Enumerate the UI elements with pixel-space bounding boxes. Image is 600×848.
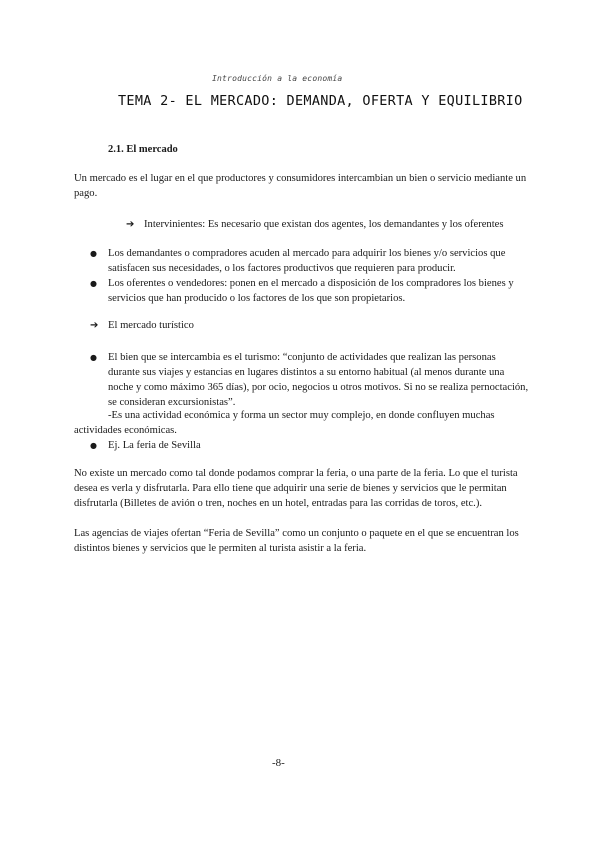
mercado-turistico-text: El mercado turístico: [108, 320, 194, 331]
intervinientes-text: Intervinientes: Es necesario que existan dos agentes, los demandantes y los oferentes: [144, 219, 504, 230]
arrow-right-icon: ➔: [126, 219, 135, 230]
bullet-text: El bien que se intercambia es el turismo: “conjunto de actividades que realizan las personas durante sus viajes y estancias en lugares distintos a su entorno habitual (al menos durante una noche y como máximo 365 días), por ocio, negocios u otros motivos. Si no se realiza pernoctación, se consideran excursionistas”.: [108, 352, 529, 408]
list-item: [90, 276, 530, 306]
section-heading: 2.1. El mercado: [108, 144, 178, 155]
bullet-text: Los oferentes o vendedores: ponen en el mercado a disposición de los compradores los bienes y servicios que han producido o los factores de los que son propietarios.: [108, 278, 514, 304]
closing-paragraph-2: Las agencias de viajes ofertan “Feria de Sevilla” como un conjunto o paquete en el que se encuentran los distintos bienes y servicios que le permiten al turista asistir a la feria.: [74, 528, 519, 554]
header-kicker: Introducción a la economía: [212, 74, 343, 83]
actividad-paragraph: -Es una actividad económica y forma un sector muy complejo, en donde confluyen muchas actividades económicas.: [74, 410, 495, 436]
page-number: -8-: [272, 757, 285, 769]
intervinientes-line: [126, 217, 546, 232]
page-title: TEMA 2- EL MERCADO: DEMANDA, OFERTA Y EQUILIBRIO: [118, 93, 523, 109]
bullet-dot-icon: ●: [90, 279, 97, 288]
bullet-dot-icon: ●: [90, 441, 97, 450]
intro-paragraph: Un mercado es el lugar en el que productores y consumidores intercambian un bien o servicio mediante un pago.: [74, 173, 527, 199]
list-item: [90, 246, 530, 276]
list-item: [90, 438, 530, 453]
mercado-turistico-line: [90, 318, 390, 333]
arrow-right-icon: ➔: [90, 320, 99, 331]
list-item: [90, 350, 530, 410]
bullet-dot-icon: ●: [90, 353, 97, 362]
bullet-dot-icon: ●: [90, 249, 97, 258]
bullet-text: Ej. La feria de Sevilla: [108, 440, 201, 451]
closing-paragraph-1: No existe un mercado como tal donde podamos comprar la feria, o una parte de la feria. Lo que el turista desea es verla y disfrutarla. Para ello tiene que adquirir una serie de bienes y servicios que le permitan disfrutarla (Billetes de avión o tren, noches en un hotel, entradas para las corridas de toros, etc.).: [74, 468, 518, 509]
bullet-text: Los demandantes o compradores acuden al mercado para adquirir los bienes y/o servicios que satisfacen sus necesidades, o los factores productivos que requieren para producir.: [108, 248, 506, 274]
